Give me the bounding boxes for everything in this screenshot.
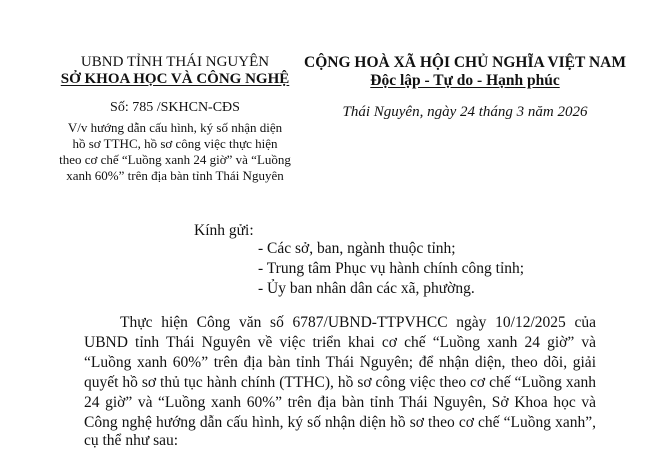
subject-line: hồ sơ TTHC, hồ sơ công việc thực hiện <box>72 136 278 151</box>
recipient-item: - Các sở, ban, ngành thuộc tỉnh; <box>258 240 456 257</box>
recipient-item: - Ủy ban nhân dân các xã, phường. <box>258 280 475 297</box>
recipient-item: - Trung tâm Phục vụ hành chính công tỉnh; <box>258 260 525 277</box>
issue-date: Thái Nguyên, ngày 24 tháng 3 năm 2026 <box>342 104 588 120</box>
issuing-authority: UBND TỈNH THÁI NGUYÊN <box>80 54 270 70</box>
subject-line: xanh 60%” trên địa bàn tỉnh Thái Nguyên <box>66 168 284 183</box>
national-title: CỘNG HOÀ XÃ HỘI CHỦ NGHĨA VIỆT NAM <box>304 54 626 71</box>
body-line: cụ thể như sau: <box>84 432 179 449</box>
body-line: Công nghệ hướng dẫn cấu hình, ký số nhận diện hồ sơ theo cơ chế “Luồng xanh”, <box>84 414 596 431</box>
document-subject <box>50 120 300 184</box>
body-line: Thực hiện Công văn số 6787/UBND-TTPVHCC ngày 10/12/2025 của <box>120 314 596 331</box>
national-motto-text: Độc lập - Tự do - Hạnh phúc <box>370 72 560 89</box>
body-line: “Luồng xanh 60%” trên địa bàn tỉnh Thái Nguyên; để nhận diện, theo dõi, giải <box>84 354 596 371</box>
national-motto <box>300 72 630 90</box>
subject-line: theo cơ chế “Luồng xanh 24 giờ” và “Luồng <box>59 152 291 167</box>
document-number: Số: 785 /SKHCN-CĐS <box>110 100 240 115</box>
issuing-department-text: SỞ KHOA HỌC VÀ CÔNG NGHỆ <box>60 71 290 87</box>
body-line: quyết hồ sơ thủ tục hành chính (TTHC), hồ sơ công việc theo cơ chế “Luồng xanh <box>84 374 596 391</box>
body-line: 24 giờ” và “Luồng xanh 60%” trên địa bàn tỉnh Thái Nguyên, Sở Khoa học và <box>84 394 596 411</box>
body-line: UBND tỉnh Thái Nguyên về việc triển khai cơ chế “Luồng xanh 24 giờ” và <box>84 334 596 351</box>
issuing-department <box>50 71 300 88</box>
subject-line: V/v hướng dẫn cấu hình, ký số nhận diện <box>67 120 283 135</box>
recipient-label: Kính gửi: <box>194 222 254 239</box>
